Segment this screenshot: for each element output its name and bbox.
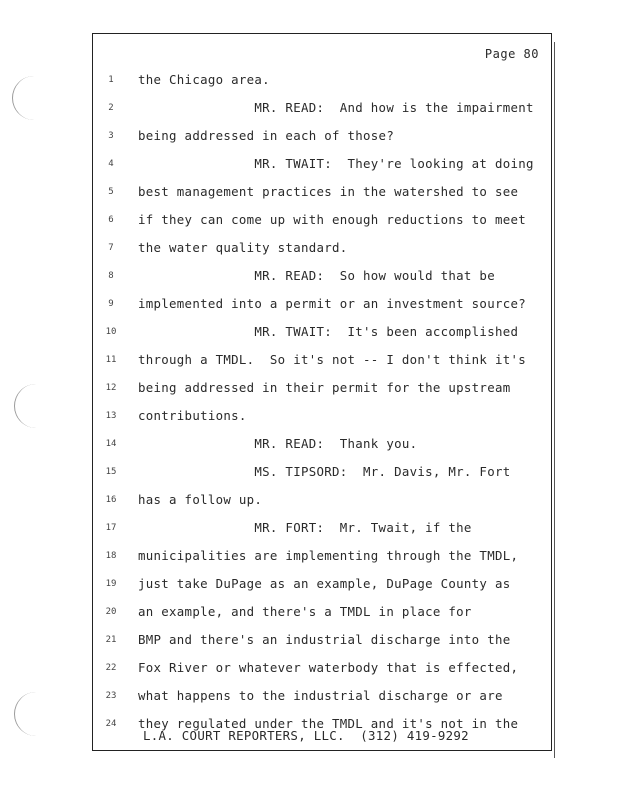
transcript-line [93,72,551,100]
transcript-line [93,408,551,436]
line-number: 15 [105,467,117,477]
transcript-line [93,604,551,632]
line-text: being addressed in each of those? [138,128,395,143]
line-text: being addressed in their permit for the upstream [138,380,511,395]
line-text: MR. FORT: Mr. Twait, if the [138,520,472,535]
binder-hole-bottom [14,692,37,736]
transcript-line [93,212,551,240]
transcript-line [93,492,551,520]
transcript-line [93,688,551,716]
line-text: municipalities are implementing through the TMDL, [138,548,519,563]
transcript-line [93,464,551,492]
line-text: if they can come up with enough reductions to meet [138,212,526,227]
transcript-line [93,324,551,352]
line-text: MS. TIPSORD: Mr. Davis, Mr. Fort [138,464,511,479]
transcript-line [93,296,551,324]
line-number: 8 [108,271,114,281]
line-text: MR. READ: So how would that be [138,268,495,283]
line-number: 11 [105,355,117,365]
line-text: they regulated under the TMDL and it's not in the [138,716,519,731]
line-number: 6 [108,215,114,225]
transcript-line [93,100,551,128]
line-number: 10 [105,327,117,337]
line-number: 18 [105,551,117,561]
line-number: 13 [105,411,117,421]
binder-hole-top [12,76,35,120]
transcript-page [92,33,552,751]
line-number: 12 [105,383,117,393]
transcript-line [93,268,551,296]
line-number: 2 [108,103,114,113]
line-number: 20 [105,607,117,617]
binder-hole-middle [14,384,37,428]
transcript-line [93,184,551,212]
line-text: through a TMDL. So it's not -- I don't think it's [138,352,526,367]
line-text: an example, and there's a TMDL in place for [138,604,472,619]
line-number: 17 [105,523,117,533]
line-number: 23 [105,691,117,701]
line-number: 14 [105,439,117,449]
line-number: 22 [105,663,117,673]
transcript-line [93,632,551,660]
line-text: implemented into a permit or an investment source? [138,296,526,311]
transcript-line [93,576,551,604]
transcript-line [93,520,551,548]
transcript-line [93,128,551,156]
transcript-line [93,352,551,380]
page-number: Page 80 [484,47,539,61]
line-text: MR. TWAIT: It's been accomplished [138,324,519,339]
transcript-line [93,436,551,464]
line-number: 1 [108,75,114,85]
line-number: 5 [108,187,114,197]
line-text: contributions. [138,408,247,423]
line-text: MR. READ: Thank you. [138,436,418,451]
line-text: BMP and there's an industrial discharge into the [138,632,511,647]
line-number: 24 [105,719,117,729]
transcript-line [93,548,551,576]
line-text: the Chicago area. [138,72,270,87]
line-number: 19 [105,579,117,589]
line-text: just take DuPage as an example, DuPage County as [138,576,511,591]
line-number: 16 [105,495,117,505]
transcript-line [93,240,551,268]
transcript-line [93,660,551,688]
line-text: has a follow up. [138,492,263,507]
transcript-line [93,380,551,408]
line-number: 9 [108,299,114,309]
line-number: 7 [108,243,114,253]
transcript-line [93,156,551,184]
line-text: the water quality standard. [138,240,348,255]
reporter-footer: L.A. COURT REPORTERS, LLC. (312) 419-9292 [143,728,469,743]
line-number: 21 [105,635,117,645]
line-number: 4 [108,159,114,169]
line-text: MR. TWAIT: They're looking at doing [138,156,534,171]
line-text: MR. READ: And how is the impairment [138,100,534,115]
line-text: what happens to the industrial discharge or are [138,688,503,703]
line-number: 3 [108,131,114,141]
line-text: best management practices in the watershed to see [138,184,519,199]
line-text: Fox River or whatever waterbody that is effected, [138,660,519,675]
